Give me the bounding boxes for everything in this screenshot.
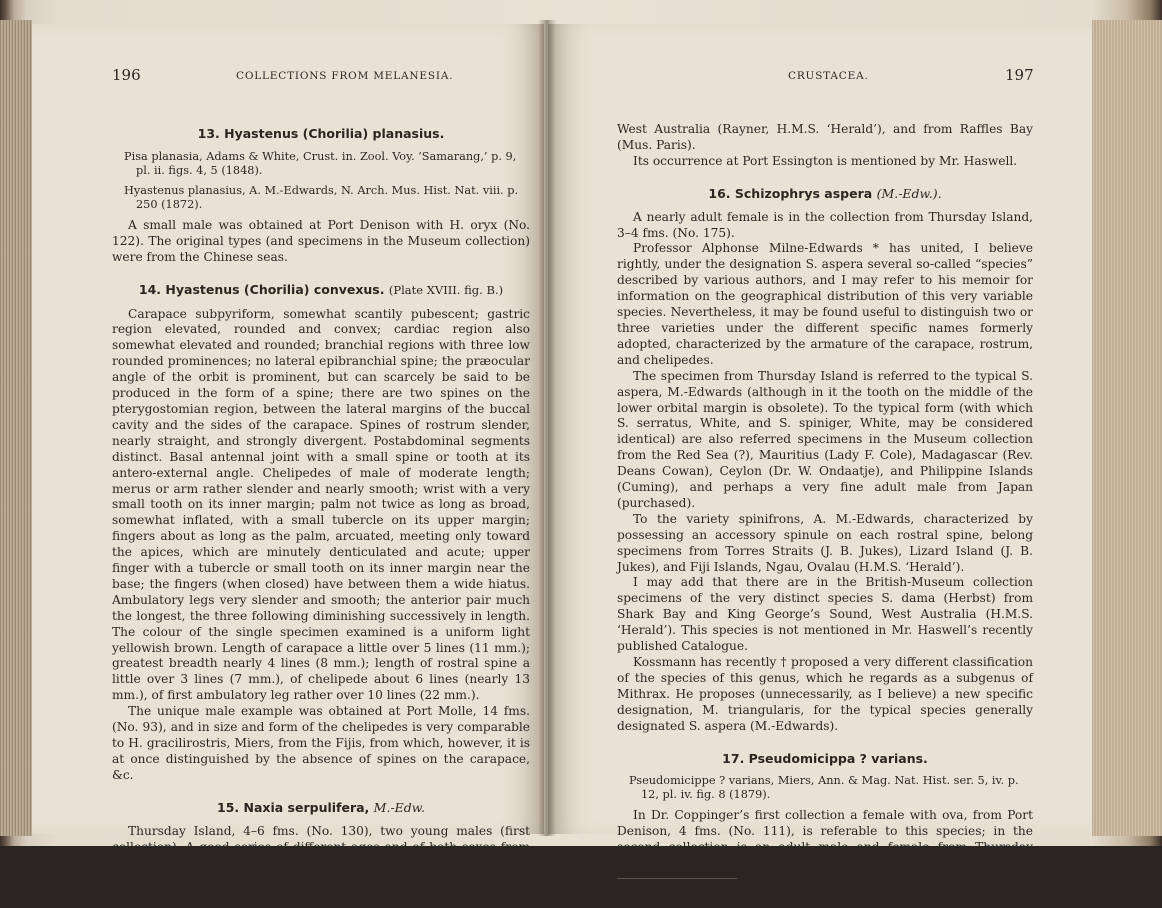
- footnote-2: † ‘Zool. Ergeb. einer Reise im Küstengeb. des rothen Meeres,’ (i.) p. 11 (1877).: [631, 895, 1032, 907]
- left-column: [112, 96, 530, 903]
- section-16-paragraph-4: To the variety spinifrons, A. M.-Edwards, characterized by possessing an accessory spinule on each rostral spine, belong specimens from Torres Straits (J. B. Jukes), Lizard Island (J. B. Jukes), and Fiji Islands, Ngau, Ovalau (H.M.S. ‘Herald’).: [617, 511, 1033, 574]
- section-13-synonym-2: Hyastenus planasius, A. M.-Edwards, N. Arch. Mus. Hist. Nat. viii. p. 250 (1872).: [124, 183, 519, 211]
- continued-paragraph: West Australia (Rayner, H.M.S. ‘Herald’), and from Raffles Bay (Mus. Paris).: [617, 122, 1033, 152]
- section-14-heading: [112, 282, 530, 299]
- book-gutter: [538, 20, 556, 836]
- section-16-paragraph-3: The specimen from Thursday Island is referred to the typical S. aspera, M.-Edwards (although in it the tooth on the middle of the lower orbital margin is obsolete). To the typical form (with which S. serratus, White, and S. spiniger, White, may be considered identical) are also referred specimens in the Museum collection from the Red Sea (?), Mauritius (Lady F. Cole), Madagascar (Rev. Deans Cowan), Ceylon (Dr. W. Ondaatje), and Philippine Islands (Cuming), and perhaps a very fine adult male from Japan (purchased).: [617, 368, 1033, 510]
- section-16-paragraph-1: A nearly adult female is in the collection from Thursday Island, 3–4 fms. (No. 175).: [617, 209, 1033, 240]
- page-edges-right: [1092, 20, 1162, 836]
- continued-paragraph-2: Its occurrence at Port Essington is mentioned by Mr. Haswell.: [633, 153, 1018, 168]
- section-14-description: Carapace subpyriform, somewhat scantily pubescent; gastric region elevated, rounded and convex; cardiac region also somewhat elevated and rounded; branchial regions with three low rounded prominences; no lateral epibranchial spine; the præocular angle of the orbit is prominent, but can scarcely be said to be produced in the form of a spine; there are two spines on the pterygostomian region, between the lateral margins of the buccal cavity and the sides of the carapace. Spines of rostrum slender, nearly straight, and strongly divergent. Postabdominal segments distinct. Basal antennal joint with a small spine or tooth at its antero-external angle. Chelipedes of male of moderate length; merus or arm rather slender and nearly smooth; wrist with a very small tooth on its inner margin; palm not twice as long as broad, somewhat inflated, with a small tubercle on its upper margin; fingers about as long as the palm, arcuated, meeting only toward the apices, which are minutely denticulated and acute; upper finger with a tubercle or small tooth on its inner margin near the base; the fingers (when closed) have between them a wide hiatus. Ambulatory legs very slender and smooth; the anterior pair much the longest, the three following diminishing successively in length. The colour of the single specimen examined is a uniform light yellowish brown. Length of carapace a little over 5 lines (11 mm.); greatest breadth nearly 4 lines (8 mm.); length of rostral spine a little over 3 lines (7 mm.), of chelipede about 6 lines (nearly 13 mm.), of first ambulatory leg rather over 10 lines (22 mm.).: [112, 306, 530, 703]
- section-16-paragraph-6: Kossmann has recently † proposed a very different classification of the species of this genus, which he regards as a subgenus of Mithrax. He proposes (unnecessarily, as I believe) a new specific designation, M. triangularis, for the typical species generally designated S. aspera (M.-Edwards).: [617, 655, 1033, 733]
- section-16-authority: (M.-Edw.).: [876, 185, 942, 201]
- section-15-title: 15. Naxia serpulifera,: [217, 799, 370, 815]
- section-17-synonym: Pseudomicippe ? varians, Miers, Ann. & Mag. Nat. Hist. ser. 5, iv. p. 12, pl. iv. fig. 8 (1879).: [629, 774, 1019, 802]
- section-17-paragraph: In Dr. Coppinger’s first collection a female with ova, from Port Denison, 4 fms. (No. 111), is referable to this species; in the second collection is an adult male and female from Thursday Island, 3–5: [617, 808, 1033, 871]
- section-16-paragraph-2: Professor Alphonse Milne-Edwards * has united, I believe rightly, under the designation S. aspera several so-called “species” described by various authors, and I may refer to his memoir for information on the geographical distribution of this very variable species. Nevertheless, it may be found useful to distinguish two or three varieties under the different specific names formerly adopted, characterized by the armature of the carapace, rostrum, and chelipedes.: [617, 241, 1033, 367]
- section-16-heading: [617, 186, 1033, 202]
- footnote-rule: [617, 878, 737, 879]
- section-16-title: 16. Schizophrys aspera: [708, 185, 873, 201]
- left-running-head: COLLECTIONS FROM MELANESIA.: [236, 70, 454, 82]
- section-15-paragraph-2: Specimens are in the British-Museum collection from Shark Bay,: [128, 887, 529, 902]
- section-15-authority: M.-Edw.: [373, 799, 425, 815]
- section-15-paragraph-1: Thursday Island, 4–6 fms. (No. 130), two young males (first collection). A good series of different ages and of both sexes from the same locality has been retained from the second collection (175).: [112, 823, 530, 886]
- right-column: [617, 96, 1033, 908]
- section-13-synonym-1: Pisa planasia, Adams & White, Crust. in. Zool. Voy. ‘Samarang,’ p. 9, pl. ii. figs. 4, 5 (1848).: [124, 149, 517, 177]
- section-17-heading: 17. Pseudomicippa ? varians.: [722, 750, 928, 766]
- section-13-heading: 13. Hyastenus (Chorilia) planasius.: [197, 126, 445, 141]
- right-page-number: 197: [1005, 66, 1034, 84]
- right-running-head: CRUSTACEA.: [788, 70, 869, 82]
- section-14-plate-ref: (Plate XVIII. fig. B.): [388, 282, 504, 297]
- section-16-paragraph-5: I may add that there are in the British-Museum collection specimens of the very distinct species S. dama (Herbst) from Shark Bay and King George’s Sound, West Australia (H.M.S. ‘Herald’). This species is not mentioned in Mr. Haswell’s recently published Catalogue.: [617, 575, 1033, 654]
- section-14-title: 14. Hyastenus (Chorilia) convexus.: [138, 281, 385, 297]
- section-14-remarks: The unique male example was obtained at Port Molle, 14 fms. (No. 93), and in size and form of the chelipedes is very comparable to H. gracilirostris, Miers, from the Fijis, from which, however, it is at once distinguished by the absence of spines on the carapace, &c.: [112, 704, 530, 782]
- footnote-1: * Nouv. Archiv. Mus. Hist. Naturelle, viii. p. 231, pl. x. fig. 1 (1872).: [631, 883, 973, 895]
- left-page-number: 196: [112, 66, 141, 84]
- section-13-paragraph: A small male was obtained at Port Denison with H. oryx (No. 122). The original types (and specimens in the Museum collection) were from the Chinese seas.: [112, 217, 530, 264]
- page-edges-left: [0, 20, 32, 836]
- section-15-heading: [112, 800, 530, 816]
